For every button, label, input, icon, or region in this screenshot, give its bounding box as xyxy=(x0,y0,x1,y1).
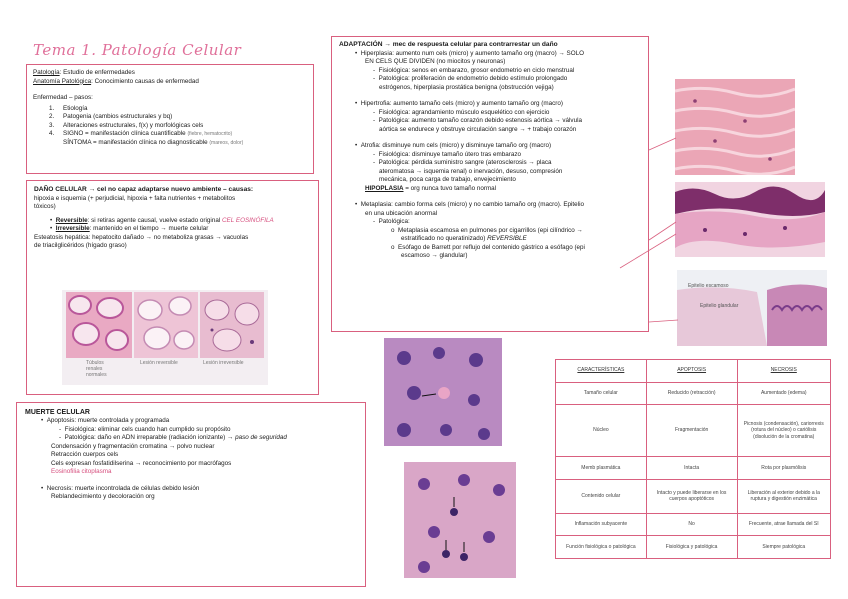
hipertrofia-fis: - Fisiológica: agrandamiento músculo esquelético con ejercicio xyxy=(373,108,550,116)
atrofia-pat: - Patológica: pérdida suministro sangre (aterosclerosis → placa xyxy=(373,159,552,167)
table-cell: Aumentado (edema) xyxy=(737,382,831,405)
micrograph-caption-normal: Túbulos renales normales xyxy=(86,360,107,378)
table-cell: No xyxy=(646,513,737,536)
table-cell: Picnosis (condensación), cariorrexis (rotura del núcleo) o cariólisis (disolución de la cromatina) xyxy=(737,405,831,457)
retraccion-line: Retracción cuerpos cels xyxy=(51,451,119,459)
metaplasia-a: o Metaplasia escamosa en pulmones por cigarrillos (epi cilíndrico → xyxy=(391,226,583,234)
table-header: APOPTOSIS xyxy=(646,360,737,383)
reblandecimiento-line: Reblandecimiento y decoloración org xyxy=(51,493,155,501)
apoptosis-fis: - Fisiológica: eliminar cels cuando han cumplido su propósito xyxy=(59,425,231,433)
table-cell: Contenido celular xyxy=(556,479,647,513)
hiperplasia-line2: EN CELS QUE DIVIDEN (no miocitos y neuronas) xyxy=(365,58,506,66)
apoptosis-micrograph-bottom xyxy=(404,462,516,578)
table-cell: Inflamación subyacente xyxy=(556,513,647,536)
table-row xyxy=(556,513,831,536)
metaplasia-line2: en una ubicación anormal xyxy=(365,209,438,217)
apoptosis-necrosis-table xyxy=(555,359,831,559)
irreversible-line: • Irreversible: mantenido en el tiempo → muerte celular xyxy=(50,225,209,233)
apoptosis-micrograph-top xyxy=(384,338,502,446)
esteatosis-line1: Esteatosis hepática: hepatocito dañado → no metaboliza grasas → vacuolas xyxy=(34,233,249,241)
epitelio-glandular-label: Epitelio glandular xyxy=(700,303,739,309)
table-header: CARACTERÍSTICAS xyxy=(556,360,647,383)
patologia-text: : Estudio de enfermedades xyxy=(59,69,135,76)
table-cell: Función fisiológica o patológica xyxy=(556,536,647,559)
eosinofilia-line: Eosinofilia citoplasma xyxy=(51,468,112,476)
step-item: 4. SIGNO = manifestación clínica cuantificable (fiebre, hematocrito) xyxy=(49,130,233,137)
hipertrofia-pat: - Patológica: aumento tamaño corazón debido estenosis aórtica → válvula xyxy=(373,117,582,125)
apoptosis-pat: - Patológica: daño en ADN irreparable (radiación ionizante) → paso de seguridad xyxy=(59,434,287,442)
table-cell: Intacto y puede liberarse en los cuerpos apoptóticos xyxy=(646,479,737,513)
table-header-row xyxy=(556,360,831,383)
esteatosis-line2: de triacilglicéridos (hígado graso) xyxy=(34,242,127,250)
metaplasia-pat: - Patológica: xyxy=(373,218,410,226)
hipertrofia-pat2: aórtica se endurece y obstruye circulación sangre → + trabajo corazón xyxy=(379,125,577,133)
anatomia-label: Anatomía Patológica xyxy=(33,77,92,85)
table-row xyxy=(556,479,831,513)
condensacion-line: Condensación y fragmentación cromatina → polvo nuclear xyxy=(51,442,215,450)
dano-line3: tóxicos) xyxy=(34,203,56,211)
table-cell: Intacta xyxy=(646,457,737,480)
hiperplasia-line: • Hiperplasia: aumento num cels (micro) y aumento tamaño org (macro) → SOLO xyxy=(355,49,584,57)
adaptacion-title: ADAPTACIÓN → mec de respuesta celular para contrarrestar un daño xyxy=(339,41,558,48)
table-row xyxy=(556,457,831,480)
metaplasia-a2: estratificado no queratinizado) REVERSIBLE xyxy=(401,235,527,243)
muerte-celular-box xyxy=(16,402,366,587)
epitelio-escamoso-label: Epitelio escamoso xyxy=(688,283,729,289)
hiperplasia-pat: - Patológica: proliferación de endometrio debido estímulo prolongado xyxy=(373,75,568,83)
hipertrofia-line: • Hipertrofia: aumento tamaño cels (micro) y aumento tamaño org (macro) xyxy=(355,100,563,108)
page-title: Tema 1. Patología Celular xyxy=(33,41,242,59)
hiperplasia-fis: - Fisiológica: senos en embarazo, grosor endometrio en ciclo menstrual xyxy=(373,66,575,74)
atrofia-fis: - Fisiológica: disminuye tamaño útero tras embarazo xyxy=(373,150,522,158)
apoptosis-line: • Apoptosis: muerte controlada y programada xyxy=(41,417,170,425)
reversible-line: • Reversible: si retiras agente causal, vuelve estado original CEL EOSINÓFILA xyxy=(50,216,274,224)
micrograph-caption-reversible: Lesión reversible xyxy=(140,360,178,366)
hiperplasia-pat2: estrógenos, hiperplasia prostática benigna (obstrucción vejiga) xyxy=(379,83,554,91)
dano-line2: hipoxia e isquemia (+ perjudicial, hipoxia + falta nutrientes + metabolitos xyxy=(34,194,236,202)
table-row xyxy=(556,382,831,405)
muerte-title: MUERTE CELULAR xyxy=(25,409,90,416)
enfermedad-header: Enfermedad – pasos: xyxy=(33,94,93,101)
hipoplasia-line: HIPOPLASIA = org nunca tuvo tamaño normal xyxy=(365,184,497,192)
table-cell: Reducido (retracción) xyxy=(646,382,737,405)
patologia-label: Patología xyxy=(33,69,60,76)
table-cell: Memb plasmática xyxy=(556,457,647,480)
fosfatidilserina-line: Cels expresan fosfatidilserina → reconocimiento por macrófagos xyxy=(51,459,232,467)
table-row xyxy=(556,536,831,559)
step-item: SÍNTOMA = manifestación clínica no diagnosticable (mareos, dolor) xyxy=(63,138,244,146)
table-cell: Liberación al exterior debido a la ruptura y digestión enzimática xyxy=(737,479,831,513)
atrofia-pat3: mecánica, poca carga de trabajo, envejecimiento xyxy=(379,176,516,184)
table-cell: Tamaño celular xyxy=(556,382,647,405)
anatomia-text: : Conocimiento causas de enfermedad xyxy=(91,77,199,85)
table-header: NECROSIS xyxy=(737,360,831,383)
metaplasia-b: o Esófago de Barrett por reflujo del contenido gástrico a esófago (epi xyxy=(391,243,585,251)
micrograph-caption-irreversible: Lesión irreversible xyxy=(203,360,244,366)
table-cell: Núcleo xyxy=(556,405,647,457)
step-item: 1. Etiología xyxy=(49,104,88,112)
table-cell: Frecuente, atrae llamada del SI xyxy=(737,513,831,536)
metaplasia-b2: escamoso → glandular) xyxy=(401,252,468,260)
table-cell: Rota por plasmólisis xyxy=(737,457,831,480)
step-item: 3. Alteraciones estructurales, f(x) y morfológicas cels xyxy=(49,121,204,129)
table-cell: Fragmentación xyxy=(646,405,737,457)
necrosis-line: • Necrosis: muerte incontrolada de células debido lesión xyxy=(41,484,200,492)
dano-title: DAÑO CELULAR → cel no capaz adaptarse nuevo ambiente – causas: xyxy=(34,186,254,193)
atrofia-pat2: ateromatosa → isquemia renal) o inervación, desuso, compresión xyxy=(379,167,563,175)
step-item: 2. Patogenia (cambios estructurales y bq) xyxy=(49,113,173,120)
table-cell: Siempre patológica xyxy=(737,536,831,559)
metaplasia-line: • Metaplasia: cambio forma cels (micro) y no cambio tamaño org (macro). Epitelio xyxy=(355,201,584,209)
table-row xyxy=(556,405,831,457)
table-cell: Fisiológica y patológica xyxy=(646,536,737,559)
atrofia-line: • Atrofia: disminuye num cels (micro) y disminuye tamaño org (macro) xyxy=(355,142,552,150)
